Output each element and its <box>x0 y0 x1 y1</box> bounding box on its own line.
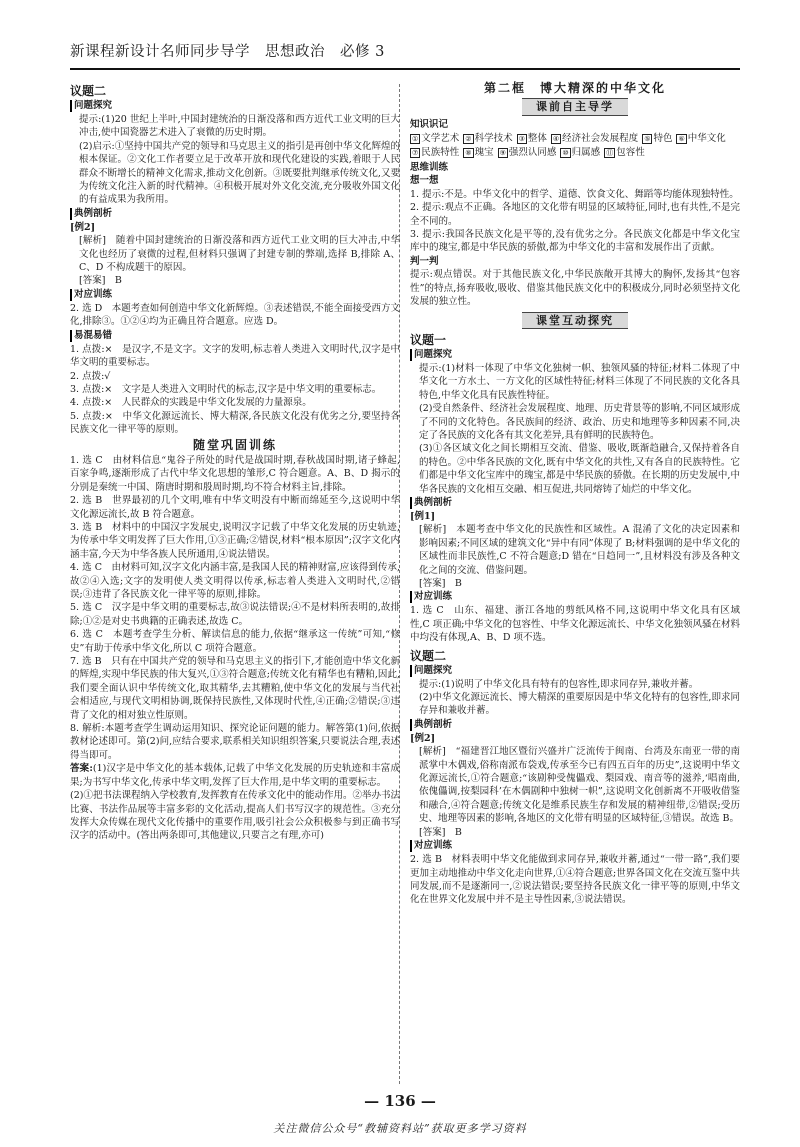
section-banner <box>410 98 740 115</box>
paragraph: 2. 选 B 材料表明中华文化能做到求同存异,兼收并蓄,通过“一带一路”,我们要更加主动地推动中华文化走向世界,①④符合题意;世界各国文化在交流互鉴中共同发展,而不是逐渐同一,②说法错误;要坚持各民族文化一律平等的原则,中华文化在世界文化发展中并不是主导性因素,③说法错误。 <box>410 854 740 906</box>
knowledge-item <box>410 146 459 159</box>
paragraph: 1. 选 C 山东、福建、浙江各地的剪纸风格不同,这说明中华文化具有区域性,C 项正确;中华文化的包容性、中华文化源远流长、中华文化独领风骚在材料中均没有体现,A、B、D 项不选。 <box>410 605 741 644</box>
paragraph: 提示:(1)20 世纪上半叶,中国封建统治的日渐没落和西方近代工业文明的巨大冲击,使中国瓷器艺术进入了衰微的历史时期。 <box>79 114 400 139</box>
knowledge-item <box>560 146 600 159</box>
knowledge-item-text: 民族特性 <box>421 146 460 158</box>
knowledge-item-number: ⑩ <box>562 148 569 157</box>
answer-line: [答案] B <box>79 275 122 287</box>
tip-item: 3. 点拨:× 文字是人类进入文明时代的标志,汉字是中华文明的重要标志。 <box>70 383 382 395</box>
knowledge-item-number: ③ <box>518 135 525 144</box>
knowledge-item-number: ⑦ <box>412 148 419 157</box>
section-banner <box>410 312 740 329</box>
paragraph: [解析] 随着中国封建统治的日渐没落和西方近代工业文明的巨大冲击,中华文化也经历了衰微的过程,但材料只强调了封建专制的弊端,选择 B,排除 A、C、D 不构成题干的原因。 <box>79 235 400 274</box>
section-tag: 典例剖析 <box>410 497 740 509</box>
knowledge-item-number: ⑥ <box>678 135 685 144</box>
paragraph: (2)受自然条件、经济社会发展程度、地理、历史背景等的影响,不同区域形成了不同的文化特色。各民族间的经济、政治、历史和地理等多种因素不同,决定了各民族的文化各有其文化差异,具有鲜明的民族特色。 <box>419 403 740 441</box>
knowledge-item-number: ⑨ <box>499 148 506 157</box>
knowledge-item-text: 科学技术 <box>474 133 513 145</box>
subheading: 想一想 <box>410 175 439 187</box>
knowledge-item-text: 文学艺术 <box>421 133 460 145</box>
paragraph: [解析] “福建晋江地区暨衍兴盛并广泛流传于闽南、台湾及东南亚一带的南派掌中木偶戏,俗称南派布袋戏,传承至今已有四五百年的历史”,这说明中华文化源远流长,①符合题意;“该剧种受傀儡戏、梨园戏、南音等的滋养,‘唱南曲,依傀儡调,按梨园科’在木偶剧种中独树一帜”,这说明文化创新离不开吸收借鉴和融合,④符合题意;传统文化是维系民族生存和发展的精神纽带,②错误;受历史、地理等因素的影响,各地区的文化带有明显的区域特征,③错误。故选 B。 <box>419 746 740 825</box>
knowledge-item-number: ⑧ <box>465 148 472 157</box>
section-tag: 问题探究 <box>410 349 740 361</box>
section-tag: 问题探究 <box>410 665 740 677</box>
paragraph: 提示:观点错误。对于其他民族文化,中华民族敞开其博大的胸怀,发扬其“包容性”的特点,扬弃吸收,吸收、借鉴其他民族文化中的积极成分,同时必须坚持文化发展的独立性。 <box>410 269 740 308</box>
paragraph: (2)启示:①坚持中国共产党的领导和马克思主义的指引是再创中华文化辉煌的根本保证。②文化工作者要立足于改革开放和现代化建设的实践,着眼于人民群众不断增长的精神文化需求,推动文化创新。③既要批判继承传统文化,又要为传统文化注入新的时代精神。④积极开展对外文化交流,充分吸收外国文化的有益成果为我所用。 <box>79 140 400 206</box>
knowledge-item-text: 强烈认同感 <box>508 146 557 158</box>
knowledge-item-number: ① <box>412 135 419 144</box>
knowledge-list <box>410 132 740 159</box>
left-column <box>70 80 400 843</box>
subheading: 知识识记 <box>410 118 449 130</box>
paragraph: 提示:(1)说明了中华文化具有特有的包容性,即求同存异,兼收并蓄。 <box>419 678 699 690</box>
answer-item: 2. 选 B 世界最初的几个文明,唯有中华文明没有中断而绵延至今,这说明中华文化源远流长,故 B 符合题意。 <box>70 495 400 520</box>
knowledge-item <box>410 132 459 145</box>
paragraph: 3. 提示:我国各民族文化是平等的,没有优劣之分。各民族文化都是中华文化宝库中的瑰宝,都是中华民族的骄傲,都为中华文化的丰富和发展作出了贡献。 <box>410 229 740 254</box>
paragraph: (2)中华文化源远流长、博大精深的重要原因是中华文化特有的包容性,即求同存异和兼收并蓄。 <box>419 692 740 717</box>
knowledge-item-text: 包容性 <box>616 146 645 158</box>
knowledge-item-text: 瑰宝 <box>474 146 494 158</box>
answer-item <box>70 762 400 789</box>
knowledge-item <box>551 132 638 145</box>
section-tag: 问题探究 <box>70 100 400 112</box>
answer-item: 7. 选 B 只有在中国共产党的领导和马克思主义的指引下,才能创造中华文化新的辉煌,实现中华民族的伟大复兴,①③符合题意;传统文化有精华也有糟粕,因此,我们要全面认识中华传统文化,取其精华,去其糟粕,使中华文化的发展与当代社会相适应,与现代文明相协调,既保持民族性,又体现时代性,④正确;②错误;③违背了文化的相对独立性原则。 <box>70 656 400 721</box>
knowledge-item <box>676 132 725 145</box>
paragraph: [解析] 本题考查中华文化的民族性和区域性。A 混淆了文化的决定因素和影响因素;不同区域的建筑文化“异中有同”体现了 B;材料强调的是中华文化的区域性而非民族性,C 不符合题意;D 错在“日趋同一”,且材料没有涉及各种文化之间的交流、借鉴问题。 <box>419 524 740 576</box>
answer-item: 1. 选 C 由材料信息“鬼谷子所处的时代是战国时期,春秋战国时期,诸子蜂起,百家争鸣,逐渐形成了古代中华文化思想的雏形,C 符合题意。A、B、D 揭示的分别是秦统一中国、隋唐时期和殷周时期,均不符合材料主旨,排除。 <box>70 454 400 493</box>
answer-line: [答案] B <box>419 578 462 589</box>
tip-item: 4. 点拨:× 人民群众的实践是中华文化发展的力量源泉。 <box>70 397 312 409</box>
answer-text: (1)汉字是中华文化的基本载体,记载了中华文化发展的历史轨迹和丰富成果;为书写中华文化,传承中华文明,发挥了巨大作用,是中华文明的重要标志。 <box>70 763 400 788</box>
paragraph: (3)①各区域文化之间长期相互交流、借鉴、吸收,既渐趋融合,又保持着各自的特色。②中华各民族的文化,既有中华文化的共性,又有各自的民族特性。它们都是中华文化宝库中的瑰宝,都是中华民族的骄傲。在长期的历史发展中,中华各民族的文化相互交融、相互促进,共同熔铸了灿烂的中华文化。 <box>419 443 740 495</box>
example-tag: [例2] <box>70 221 96 233</box>
section-tag: 典例剖析 <box>410 719 740 731</box>
knowledge-item-number: ② <box>465 135 472 144</box>
knowledge-item-text: 中华文化 <box>687 133 726 145</box>
topic-heading: 议题二 <box>70 84 107 98</box>
paragraph: 2. 提示:观点不正确。各地区的文化带有明显的区域特征,同时,也有共性,不是完全不同的。 <box>410 202 740 227</box>
answer-item: (2)①把书法课程纳入学校教育,发挥教育在传承文化中的能动作用。②举办书法比赛、书法作品展等丰富多彩的文化活动,提高人们书写汉字的规范性。③充分发挥大众传媒在现代文化传播中的重要作用,吸引社会公众积极参与到正确书写汉字的活动中。(答出两条即可,其他建议,只要言之有理,亦可) <box>70 790 400 842</box>
section-title: 随堂巩固训练 <box>192 437 277 452</box>
knowledge-item <box>517 132 547 145</box>
knowledge-item-number: ④ <box>552 135 560 144</box>
example-tag: [例2] <box>410 732 436 744</box>
topic-heading: 议题一 <box>410 332 447 347</box>
knowledge-item <box>463 132 512 145</box>
answer-item: 5. 选 C 汉字是中华文明的重要标志,故③说法错误;④不是材料所表明的,故排除;①②是对史书典籍的正确表述,故选 C。 <box>70 602 400 627</box>
knowledge-item-text: 特色 <box>653 133 673 145</box>
lesson-title: 第二框 博大精深的中华文化 <box>483 81 666 95</box>
answer-line: [答案] B <box>419 826 462 838</box>
page-number: — 136 — <box>364 1092 436 1110</box>
answer-label: 答案: <box>70 763 93 775</box>
knowledge-item-text: 整体 <box>527 133 547 145</box>
tip-item: 5. 点拨:× 中华文化源远流长、博大精深,各民族文化没有优劣之分,要坚持各民族文化一律平等的原则。 <box>70 410 400 436</box>
paragraph: 1. 提示:不是。中华文化中的哲学、道德、饮食文化、舞蹈等均能体现独特性。 <box>410 188 739 200</box>
topic-heading: 议题二 <box>410 648 447 663</box>
example-tag: [例1] <box>410 510 436 522</box>
subheading: 判一判 <box>410 255 439 267</box>
knowledge-item <box>463 146 493 159</box>
knowledge-item <box>498 146 557 159</box>
knowledge-item-text: 经济社会发展程度 <box>562 133 639 145</box>
answer-item: 4. 选 C 由材料可知,汉字文化内涵丰富,是我国人民的精神财富,应该得到传承,故②④入选;文字的发明使人类文明得以传承,标志着人类进入文明时代,②错误;③违背了各民族文化一律平等的原则,排除。 <box>70 562 400 600</box>
tip-item: 2. 点拨:√ <box>70 370 111 382</box>
tip-item: 1. 点拨:× 是汉字,不是文字。文字的发明,标志着人类进入文明时代,汉字是中华文明的重要标志。 <box>70 343 400 369</box>
knowledge-item-number: ⑪ <box>606 148 614 157</box>
header-rule <box>70 68 740 70</box>
knowledge-item-text: 归属感 <box>571 146 601 158</box>
section-tag: 典例剖析 <box>70 208 400 220</box>
section-tag: 易混易错 <box>70 330 400 342</box>
answer-item: 3. 选 B 材料中的中国汉字发展史,说明汉字记载了中华文化发展的历史轨迹,为传承中华文明发挥了巨大作用,①③正确;②错误,材料“根本原因”;汉字文化内涵丰富,今天为中华各族人民所通用,④说法错误。 <box>70 521 400 560</box>
knowledge-item <box>604 146 645 159</box>
section-tag: 对应训练 <box>410 840 740 852</box>
knowledge-item-number: ⑤ <box>644 135 651 144</box>
right-column <box>410 80 740 907</box>
answer-item: 6. 选 C 本题考查学生分析、解读信息的能力,依据“继承这一传统”可知,“修史”有助于传承中华文化,所以 C 项符合题意。 <box>70 629 400 654</box>
page-header: 新课程新设计名师同步导学 思想政治 必修 3 <box>70 44 385 60</box>
section-tag: 对应训练 <box>70 289 400 301</box>
banner-text: 课堂互动探究 <box>522 312 628 329</box>
footer-note: 关注微信公众号“教辅资料站”获取更多学习资料 <box>273 1122 527 1135</box>
paragraph: 提示:(1)材料一体现了中华文化独树一帜、独领风骚的特征;材料二体现了中华文化一方水土、一方文化的区域性特征;材料三体现了不同民族的文化各具特色,中华文化具有民族性特征。 <box>419 362 740 401</box>
knowledge-item <box>642 132 672 145</box>
banner-text: 课前自主导学 <box>522 98 628 115</box>
answer-item: 8. 解析:本题考查学生调动运用知识、探究论证问题的能力。解答第(1)问,依据教材论述即可。第(2)问,应结合要求,联系相关知识组织答案,只要说法合理,表述得当即可。 <box>70 723 400 761</box>
paragraph: 2. 选 D 本题考查如何创造中华文化新辉煌。③表述错误,不能全面接受西方文化,排除③。①②④均为正确且符合题意。应选 D。 <box>70 302 400 328</box>
subheading: 思维训练 <box>410 162 449 174</box>
section-tag: 对应训练 <box>410 591 740 603</box>
